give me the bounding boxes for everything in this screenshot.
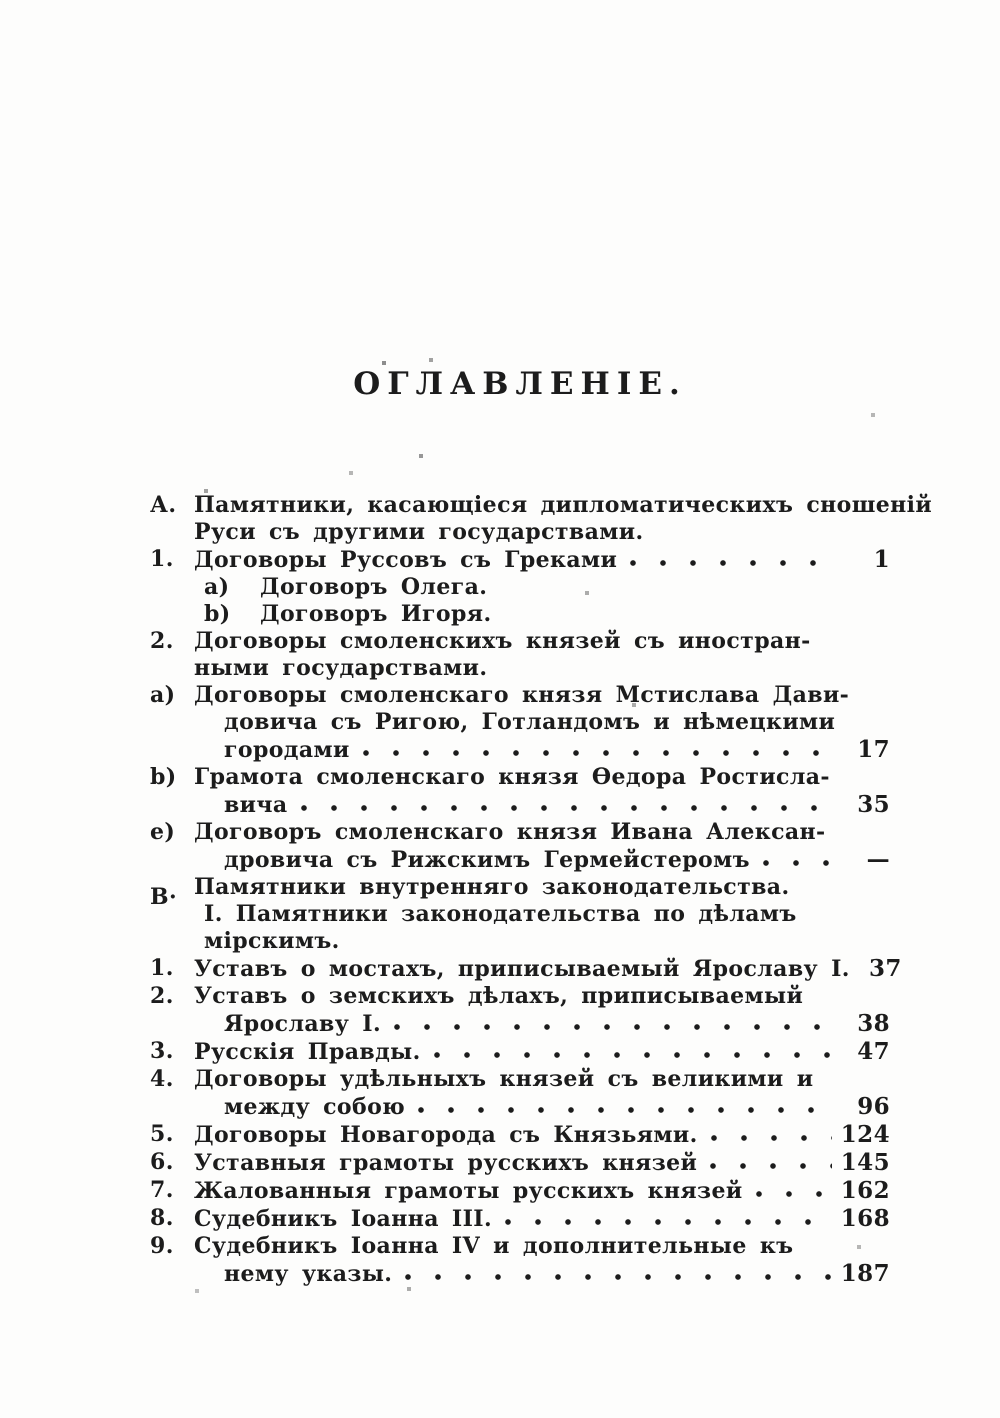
page-number: — — [866, 846, 890, 873]
toc-entry — [150, 492, 933, 546]
entry-text: Памятники внутренняго законодательства. — [194, 874, 790, 900]
entry-marker: 1. — [150, 955, 174, 981]
entry-marker: b) — [150, 764, 177, 790]
entry-text: Русскія Правды. — [194, 1039, 421, 1065]
entry-marker: 1. — [150, 546, 174, 572]
entry-body — [194, 1205, 890, 1233]
entry-marker: 2. — [150, 628, 174, 654]
entry-text: Жалованныя грамоты русскихъ князей — [194, 1178, 743, 1204]
entry-text: Договоры Руссовъ съ Греками — [194, 547, 618, 573]
entry-line — [194, 1066, 890, 1093]
toc-entry — [150, 1038, 890, 1066]
entry-line — [194, 519, 890, 546]
toc-entry — [150, 819, 890, 874]
page-number: 96 — [857, 1093, 890, 1120]
scan-specks — [0, 0, 2, 2]
entry-text: Судебникъ Іоанна IV и дополнительные къ — [194, 1233, 794, 1259]
entry-marker: 9. — [150, 1233, 174, 1259]
toc-entry — [204, 901, 890, 955]
entry-text: вича — [224, 792, 288, 818]
entry-text: дровича съ Рижскимъ Гермейстеромъ — [224, 847, 750, 873]
toc-entry — [150, 682, 890, 764]
entry-line — [194, 983, 890, 1010]
entry-line — [194, 1177, 890, 1205]
entry-line — [194, 682, 890, 709]
entry-body — [194, 546, 890, 574]
entry-line — [260, 601, 890, 628]
entry-text: довича съ Ригою, Готландомъ и нѣмецкими — [224, 709, 836, 735]
dot-leader — [504, 1205, 832, 1233]
entry-text: Памятники, касающіеся дипломатическихъ сношеній — [194, 492, 933, 518]
entry-line — [194, 764, 890, 791]
page-number: 17 — [857, 736, 890, 763]
toc-entry — [150, 955, 902, 983]
entry-line — [194, 1121, 890, 1149]
entry-text: Договоры удѣльныхъ князей съ великими и — [194, 1066, 814, 1092]
entry-text: Уставныя грамоты русскихъ князей — [194, 1150, 698, 1176]
page-number: 145 — [840, 1149, 890, 1176]
dot-leader — [362, 736, 832, 764]
page-number: 124 — [840, 1121, 890, 1148]
dot-leader — [417, 1093, 832, 1121]
entry-body — [194, 682, 890, 764]
entry-marker: а) — [204, 574, 230, 600]
entry-text: Ярославу I. — [224, 1011, 381, 1037]
entry-body — [194, 1233, 890, 1288]
toc-entry — [150, 1066, 890, 1121]
entry-marker: b) — [204, 601, 231, 627]
page-number: 47 — [857, 1038, 890, 1065]
entry-line — [194, 1205, 890, 1233]
toc-entry — [150, 546, 890, 574]
entry-line — [194, 736, 890, 764]
toc-entry — [150, 1121, 890, 1149]
page-number: 37 — [869, 955, 902, 982]
entry-body — [204, 901, 890, 955]
entry-line — [194, 846, 890, 874]
entry-marker: А. — [150, 492, 177, 518]
page-number: 187 — [840, 1260, 890, 1287]
toc-entry — [150, 1149, 890, 1177]
entry-line — [204, 928, 890, 955]
entry-text: Договоръ Олега. — [260, 574, 488, 600]
entry-text: нему указы. — [224, 1261, 393, 1287]
toc-entry — [150, 983, 890, 1038]
entry-body — [194, 492, 933, 546]
table-of-contents — [150, 492, 933, 1288]
entry-line — [194, 1010, 890, 1038]
entry-text: ными государствами. — [194, 655, 488, 681]
entry-text: Договоры Новагорода съ Князьями. — [194, 1122, 698, 1148]
dot-leader — [433, 1038, 832, 1066]
entry-line — [194, 819, 890, 846]
page-number: 35 — [857, 791, 890, 818]
entry-text: Руси съ другими государствами. — [194, 519, 644, 545]
entry-body — [260, 601, 890, 628]
entry-body — [194, 983, 890, 1038]
entry-line — [260, 574, 890, 601]
page-number: 168 — [840, 1205, 890, 1232]
entry-line — [204, 901, 890, 928]
dot-leader — [629, 546, 832, 574]
entry-line — [194, 791, 890, 819]
toc-entry — [150, 764, 890, 819]
entry-line — [194, 1149, 890, 1177]
entry-marker: 2. — [150, 983, 174, 1009]
entry-text: Договоръ смоленскаго князя Ивана Алексан- — [194, 819, 826, 845]
entry-text: Договоръ Игоря. — [260, 601, 492, 627]
entry-text: Договоры смоленскихъ князей съ иностран- — [194, 628, 811, 654]
page-number: 162 — [840, 1177, 890, 1204]
entry-marker: 4. — [150, 1066, 174, 1092]
entry-body — [194, 1121, 890, 1149]
entry-marker: 7. — [150, 1177, 174, 1203]
entry-body — [194, 874, 890, 901]
entry-line — [194, 655, 890, 682]
dot-leader — [710, 1121, 832, 1149]
entry-line — [194, 1260, 890, 1288]
entry-body — [194, 1177, 890, 1205]
dot-leader — [762, 846, 832, 874]
entry-line — [194, 492, 933, 519]
dot-leader — [755, 1177, 832, 1205]
entry-text: Уставъ о мостахъ, приписываемый Ярославу I. — [194, 956, 850, 982]
entry-body — [194, 764, 890, 819]
toc-entry — [150, 628, 890, 682]
entry-text: Грамота смоленскаго князя Ѳедора Ростисла- — [194, 764, 830, 790]
entry-line — [194, 1038, 890, 1066]
entry-line — [194, 874, 890, 901]
entry-marker: 6. — [150, 1149, 174, 1175]
entry-text: І. Памятники законодательства по дѣламъ — [204, 901, 797, 927]
toc-entry — [204, 574, 890, 601]
dot-leader — [709, 1149, 832, 1177]
entry-marker: е) — [150, 819, 176, 845]
entry-marker: В· — [150, 884, 178, 910]
page-number: 38 — [857, 1010, 890, 1037]
entry-line — [194, 709, 890, 736]
entry-marker: 3. — [150, 1038, 174, 1064]
entry-line — [194, 955, 902, 983]
entry-body — [194, 628, 890, 682]
page-title: ОГЛАВЛЕНІЕ. — [353, 366, 687, 402]
entry-marker: 5. — [150, 1121, 174, 1147]
toc-entry — [150, 1205, 890, 1233]
entry-body — [194, 1149, 890, 1177]
toc-entry — [150, 874, 890, 910]
toc-entry — [204, 601, 890, 628]
entry-line — [194, 1233, 890, 1260]
entry-body — [194, 1066, 890, 1121]
entry-marker: 8. — [150, 1205, 174, 1231]
entry-text: городами — [224, 737, 350, 763]
entry-body — [194, 1038, 890, 1066]
dot-leader — [393, 1010, 832, 1038]
entry-body — [194, 819, 890, 874]
entry-line — [194, 1093, 890, 1121]
dot-leader — [300, 791, 832, 819]
entry-line — [194, 546, 890, 574]
entry-body — [260, 574, 890, 601]
entry-text: Судебникъ Іоанна III. — [194, 1206, 493, 1232]
toc-entry — [150, 1177, 890, 1205]
entry-line — [194, 628, 890, 655]
toc-entry — [150, 1233, 890, 1288]
dot-leader — [404, 1260, 832, 1288]
entry-marker: а) — [150, 682, 176, 708]
page-number: 1 — [873, 546, 890, 573]
entry-body — [194, 955, 902, 983]
entry-text: между собою — [224, 1094, 406, 1120]
entry-text: мірскимъ. — [204, 928, 340, 954]
entry-text: Договоры смоленскаго князя Мстислава Дави- — [194, 682, 850, 708]
entry-text: Уставъ о земскихъ дѣлахъ, приписываемый — [194, 983, 804, 1009]
